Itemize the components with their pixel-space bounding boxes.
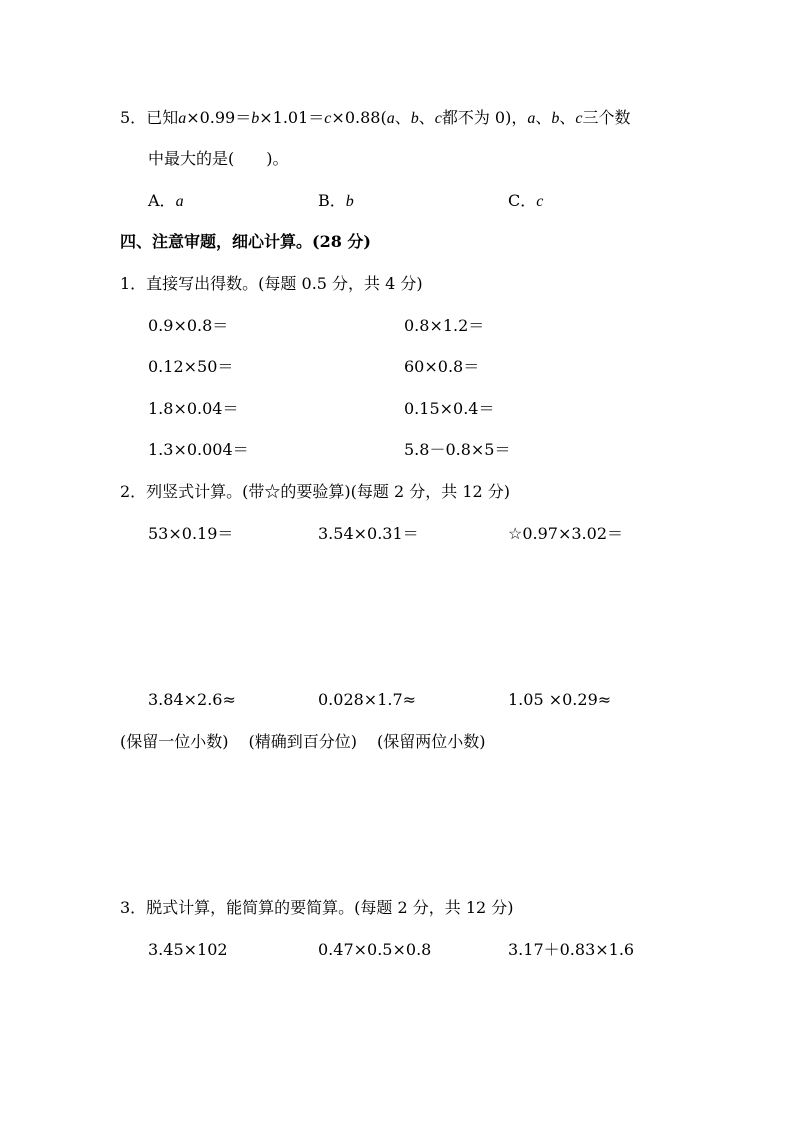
q1-item: 0.8×1.2＝ bbox=[404, 316, 485, 335]
q2-notes bbox=[120, 732, 486, 752]
var-b: b bbox=[251, 110, 260, 127]
section-heading: 四、注意审题，细心计算。(28 分) bbox=[120, 232, 371, 251]
q1-item: 0.15×0.4＝ bbox=[404, 399, 495, 418]
q1-item: 60×0.8＝ bbox=[404, 357, 480, 376]
option-value: b bbox=[345, 193, 354, 210]
q2-note: (保留两位小数) bbox=[377, 732, 486, 751]
q3-title: 3．脱式计算，能简算的要简算。(每题 2 分，共 12 分) bbox=[120, 898, 514, 917]
q2-item: 3.54×0.31＝ bbox=[318, 524, 419, 543]
q2-title: 2．列竖式计算。(带☆的要验算)(每题 2 分，共 12 分) bbox=[120, 482, 511, 501]
var-c: c bbox=[434, 110, 442, 127]
q1-title: 1．直接写出得数。(每题 0.5 分，共 4 分) bbox=[120, 274, 423, 293]
q5-option-a bbox=[148, 191, 184, 212]
var-a: a bbox=[386, 110, 395, 127]
q5-line2: 中最大的是( )。 bbox=[148, 149, 289, 168]
var-c: c bbox=[324, 110, 332, 127]
q2-item-starred: ☆0.97×3.02＝ bbox=[508, 524, 624, 543]
q5-number: 5． bbox=[120, 108, 147, 127]
q5-sep: 、 bbox=[394, 108, 411, 127]
q5-intro: 已知 bbox=[146, 108, 179, 127]
q5-not-zero: 都不为 0)， bbox=[441, 108, 528, 127]
q5-expr1: ×0.99＝ bbox=[186, 108, 252, 127]
var-b: b bbox=[551, 110, 560, 127]
option-value: a bbox=[175, 193, 184, 210]
q5-sep: 、 bbox=[535, 108, 552, 127]
q5-line1 bbox=[120, 108, 631, 129]
option-label: B． bbox=[318, 191, 346, 210]
q1-item: 0.9×0.8＝ bbox=[148, 316, 229, 335]
option-value: c bbox=[536, 193, 544, 210]
q5-option-c bbox=[508, 191, 543, 212]
option-label: A． bbox=[148, 191, 176, 210]
q1-item: 5.8－0.8×5＝ bbox=[404, 440, 511, 459]
q3-item: 0.47×0.5×0.8 bbox=[318, 940, 432, 959]
q1-item: 0.12×50＝ bbox=[148, 357, 234, 376]
var-a: a bbox=[527, 110, 536, 127]
var-a: a bbox=[178, 110, 187, 127]
q5-expr2: ×1.01＝ bbox=[259, 108, 325, 127]
q1-item: 1.8×0.04＝ bbox=[148, 399, 239, 418]
option-label: C． bbox=[508, 191, 537, 210]
var-b: b bbox=[410, 110, 419, 127]
q5-option-b bbox=[318, 191, 354, 212]
q2-note: (精确到百分位) bbox=[248, 732, 357, 751]
q5-expr3: ×0.88( bbox=[331, 108, 387, 127]
q2-item: 53×0.19＝ bbox=[148, 524, 234, 543]
q5-sep: 、 bbox=[559, 108, 576, 127]
q5-sep: 、 bbox=[418, 108, 435, 127]
q5-tail: 三个数 bbox=[582, 108, 631, 127]
q2-item: 1.05 ×0.29≈ bbox=[508, 690, 612, 709]
q2-item: 3.84×2.6≈ bbox=[148, 690, 236, 709]
q1-item: 1.3×0.004＝ bbox=[148, 440, 249, 459]
q3-item: 3.17＋0.83×1.6 bbox=[508, 940, 635, 959]
q3-item: 3.45×102 bbox=[148, 940, 228, 959]
q2-item: 0.028×1.7≈ bbox=[318, 690, 417, 709]
q2-note: (保留一位小数) bbox=[120, 732, 229, 751]
var-c: c bbox=[575, 110, 583, 127]
